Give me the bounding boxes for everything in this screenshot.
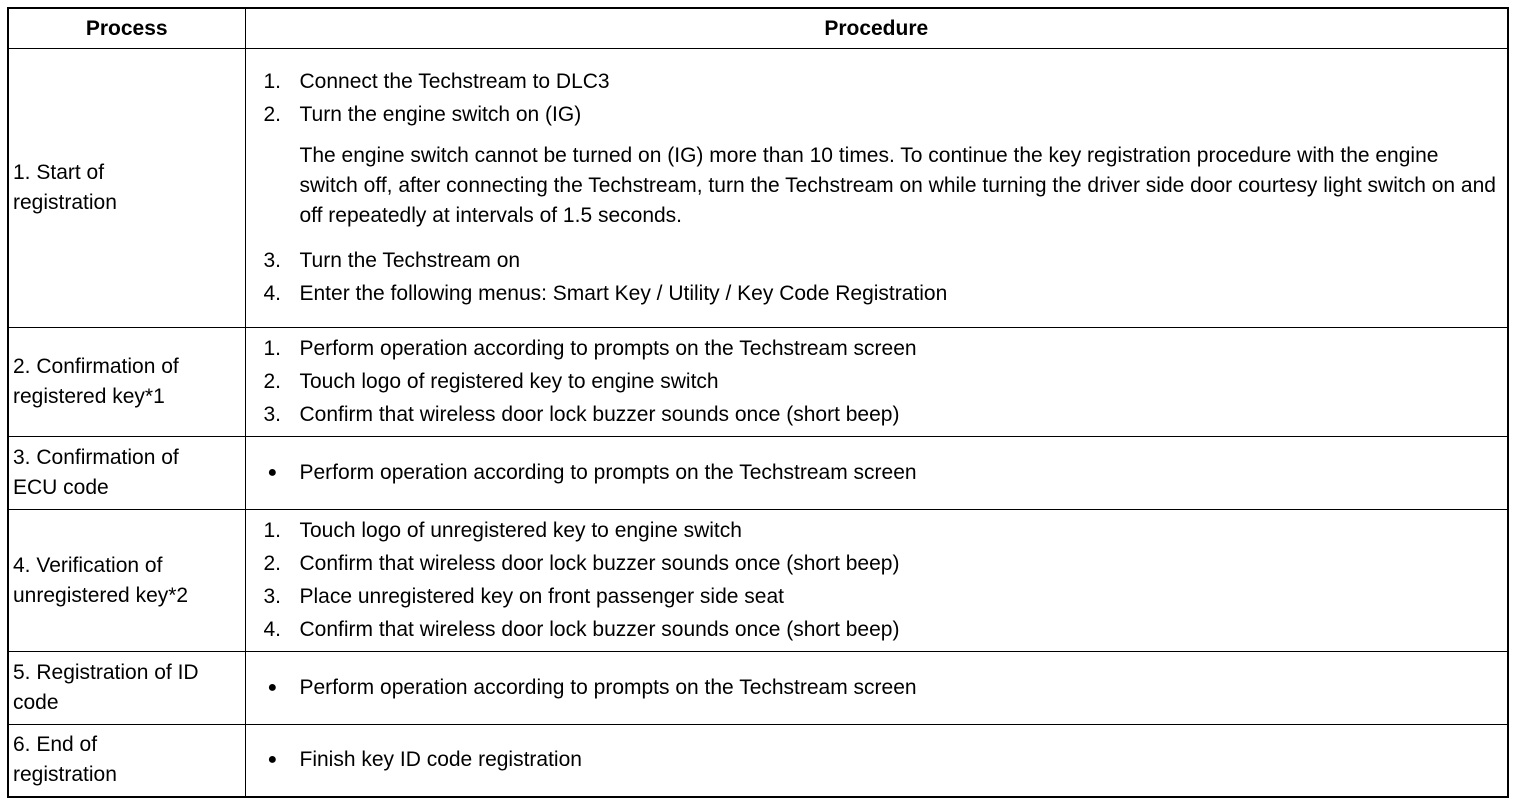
step-text: Touch logo of registered key to engine switch [299,370,719,393]
process-line: code [13,691,59,714]
step-item [264,613,1502,646]
step-item [264,332,1502,365]
step-item [264,580,1502,613]
header-process: Process [8,8,245,49]
step-item [264,456,1502,489]
process-line: 3. Confirmation of [13,446,179,469]
step-text: Connect the Techstream to DLC3 [299,70,610,93]
step-number: 1. [263,70,282,93]
step-text: Confirm that wireless door lock buzzer sounds once (short beep) [299,618,900,641]
table-row [8,510,1508,652]
bullet-icon: ● [267,679,278,696]
key-registration-table [7,7,1509,798]
step-text: Place unregistered key on front passenger side seat [299,585,784,608]
procedure-cell [245,725,1508,797]
process-cell [8,328,245,437]
process-line: unregistered key*2 [13,583,189,607]
step-item [264,514,1502,547]
step-item [264,671,1502,704]
table-row [8,652,1508,725]
step-item [264,244,1502,277]
step-text: Turn the Techstream on [299,249,521,272]
process-line: 5. Registration of ID [13,661,199,684]
process-cell [8,437,245,510]
procedure-table-container [7,7,1507,798]
step-item [264,547,1502,580]
step-text: Confirm that wireless door lock buzzer sounds once (short beep) [299,403,900,426]
step-number: 4. [263,282,282,305]
step-item [264,98,1502,131]
table-row [8,49,1508,328]
step-number: 2. [263,552,282,575]
step-text: Touch logo of unregistered key to engine switch [299,519,742,542]
table-row [8,725,1508,797]
step-number: 1. [263,519,282,542]
step-number: 2. [263,370,282,393]
process-cell [8,652,245,725]
process-line: registration [13,191,117,214]
procedure-cell [245,328,1508,437]
bullet-icon: ● [267,464,278,481]
table-row [8,328,1508,437]
header-procedure: Procedure [245,8,1508,49]
process-line: 1. Start of [13,161,105,184]
process-cell [8,725,245,797]
process-line: registration [13,763,117,787]
procedure-cell [245,49,1508,328]
step-item [264,743,1502,776]
step-text: Perform operation according to prompts on the Techstream screen [299,461,917,484]
step-text: Perform operation according to prompts on the Techstream screen [299,676,917,699]
step-item [264,365,1502,398]
step-text: Perform operation according to prompts on the Techstream screen [299,337,917,360]
step-item [264,277,1502,310]
step-number: 2. [263,103,282,126]
process-line: registered key*1 [13,385,165,408]
step-item [264,398,1502,431]
step-text: Enter the following menus: Smart Key / Utility / Key Code Registration [299,282,948,305]
step-text: Turn the engine switch on (IG) [299,103,582,126]
procedure-cell [245,437,1508,510]
step-number: 3. [263,249,282,272]
bullet-icon: ● [267,751,278,769]
process-line: 2. Confirmation of [13,355,179,378]
table-header-row [8,8,1508,49]
step-number: 3. [263,403,282,426]
process-line: 6. End of [13,733,98,757]
step-number: 4. [263,618,282,641]
process-cell [8,49,245,328]
process-line: ECU code [13,476,109,499]
step-item [264,65,1502,98]
step-text: Confirm that wireless door lock buzzer sounds once (short beep) [299,552,900,575]
table-row [8,437,1508,510]
procedure-cell [245,652,1508,725]
procedure-cell [245,510,1508,652]
process-line: 4. Verification of [13,553,163,577]
step-text: Finish key ID code registration [299,748,582,772]
engine-switch-note: The engine switch cannot be turned on (IG) more than 10 times. To continue the key registration procedure with the engine switch off, after connecting the Techstream, turn the Techstream on while turning the driver side door courtesy light switch on and off repeatedly at intervals of 1.5 seconds. [299,144,1496,227]
step-number: 3. [263,585,282,608]
step-number: 1. [263,337,282,360]
process-cell [8,510,245,652]
